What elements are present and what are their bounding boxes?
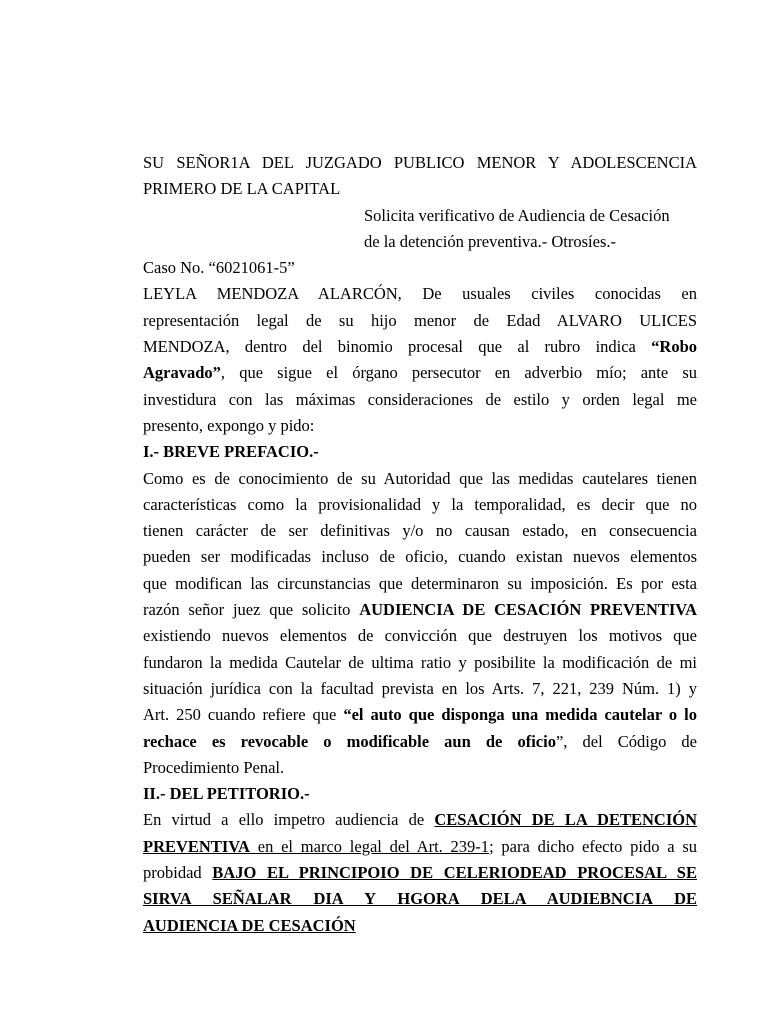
- section-2-heading: II.- DEL PETITORIO.-: [143, 784, 310, 804]
- header-line-1: SU SEÑOR1A DEL JUZGADO PUBLICO MENOR Y ADOLESCENCIA: [143, 153, 697, 172]
- s1-line-4: pueden ser modificadas incluso de oficio, cuando existan nuevos elementos: [143, 547, 697, 567]
- s2-line-2: [143, 834, 697, 860]
- s1-line-11: [143, 729, 697, 755]
- section-1-heading: I.- BREVE PREFACIO.-: [143, 442, 319, 462]
- header-line-2: PRIMERO DE LA CAPITAL: [143, 179, 341, 199]
- s2-text: En virtud a ello impetro audiencia de: [143, 810, 435, 830]
- s1-line-1: Como es de conocimiento de su Autoridad que las medidas cautelares tienen: [143, 468, 697, 488]
- document-body: [143, 150, 697, 939]
- intro-line-4: [143, 360, 697, 386]
- sumilla-line-1: Solicita verificativo de Audiencia de Cesación: [364, 205, 670, 225]
- s1-line-3: tienen carácter de ser definitivas y/o no causan estado, en consecuencia: [143, 521, 697, 541]
- case-number: Caso No. “6021061-5”: [143, 258, 295, 278]
- petition-request: BAJO EL PRINCIPOIO DE CELERIODEAD PROCESAL SE: [212, 863, 697, 883]
- intro-line-6: presento, expongo y pido:: [143, 415, 315, 435]
- intro-line-1: LEYLA MENDOZA ALARCÓN, De usuales civiles conocidas en: [143, 284, 697, 304]
- s2-line-3: [143, 860, 697, 886]
- s1-line-7: existiendo nuevos elementos de convicción que destruyen los motivos que: [143, 626, 697, 646]
- request-title: AUDIENCIA DE CESACIÓN PREVENTIVA: [359, 600, 697, 620]
- intro-line-2: representación legal de su hijo menor de Edad ALVARO ULICES: [143, 310, 697, 330]
- s1-line-12: Procedimiento Penal.: [143, 757, 285, 777]
- s1-text: ”, del Código de: [555, 731, 697, 751]
- s1-line-9: situación jurídica con la facultad prevista en los Arts. 7, 221, 239 Núm. 1) y: [143, 678, 697, 698]
- s1-line-8: fundaron la medida Cautelar de ultima ratio y posibilite la modificación de mi: [143, 652, 697, 672]
- intro-line-5: investidura con las máximas consideraciones de estilo y orden legal me: [143, 389, 697, 409]
- s2-text: ; para dicho efecto pido a su: [489, 836, 697, 856]
- s1-line-10: [143, 702, 697, 728]
- legal-reference: en el marco legal del Art. 239-1: [249, 836, 490, 856]
- s2-text: probidad: [143, 863, 213, 883]
- s2-line-4: SIRVA SEÑALAR DIA Y HGORA DELA AUDIEBNCIA DE: [143, 889, 697, 909]
- s1-text: razón señor juez que solicito: [143, 600, 360, 620]
- s1-line-5: que modifican las circunstancias que determinaron su imposición. Es por esta: [143, 573, 697, 593]
- s2-line-5: AUDIENCIA DE CESACIÓN: [143, 915, 356, 935]
- petition-title: CESACIÓN DE LA DETENCIÓN: [434, 810, 697, 830]
- legal-quote-cont: rechace es revocable o modificable aun de oficio: [143, 731, 556, 751]
- petition-title-cont: PREVENTIVA: [143, 836, 250, 856]
- intro-line-3: [143, 334, 697, 360]
- legal-quote: “el auto que disponga una medida cautelar o lo: [343, 705, 697, 725]
- s1-line-6: [143, 597, 697, 623]
- intro-text: , que sigue el órgano persecutor en adverbio mío; ante su: [220, 363, 697, 383]
- crime-name-cont: Agravado”: [143, 363, 221, 383]
- s1-line-2: características como la provisionalidad y la temporalidad, es decir que no: [143, 494, 697, 514]
- s1-text: Art. 250 cuando refiere que: [143, 705, 344, 725]
- s2-line-1: [143, 807, 697, 833]
- sumilla-line-2: de la detención preventiva.- Otrosíes.-: [364, 231, 616, 251]
- intro-text: MENDOZA, dentro del binomio procesal que al rubro indica: [143, 337, 652, 357]
- crime-name: “Robo: [651, 337, 697, 357]
